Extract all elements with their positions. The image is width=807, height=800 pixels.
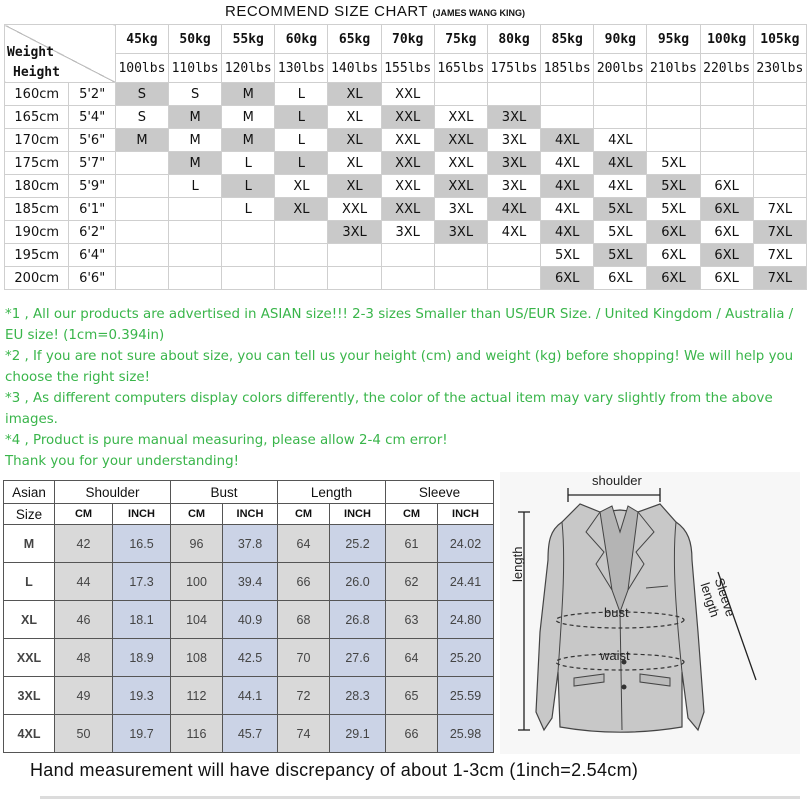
size-cell: 5XL [594,244,647,267]
size-cell: 5XL [594,198,647,221]
size-cell: XXL [381,175,434,198]
height-ft-cell: 5'7" [69,152,115,175]
size-cell: L [275,129,328,152]
sleeve-length-label: Sleeve length [697,576,739,619]
measure-inch-cell: 19.3 [113,677,171,715]
size-cell: 4XL [541,198,594,221]
size-row [5,83,807,106]
measure-inch-cell: 25.98 [438,715,494,753]
measure-inch-cell: 25.2 [330,525,386,563]
note-1: *1 , All our products are advertised in ASIAN size!!! 2-3 sizes Smaller than US/EUR Size. / United Kingdom / Australia / EU size! (1cm=0.394in) [5,307,794,343]
size-cell: 5XL [594,221,647,244]
size-cell: XL [328,106,381,129]
measure-row [4,525,494,563]
bust-label: bust [604,605,629,620]
measure-cm-cell: 66 [278,563,330,601]
jacket-illustration [500,472,800,754]
size-cell [647,83,700,106]
inch-unit-header: INCH [223,504,278,525]
size-cell: 3XL [381,221,434,244]
weight-lbs-header: 230lbs [753,54,806,83]
height-ft-cell: 6'1" [69,198,115,221]
measure-inch-cell: 19.7 [113,715,171,753]
weight-lbs-header: 165lbs [434,54,487,83]
measure-inch-cell: 44.1 [223,677,278,715]
size-cell [115,244,168,267]
size-cell: M [222,83,275,106]
size-cell [275,244,328,267]
measure-inch-cell: 18.1 [113,601,171,639]
size-cell: XL [328,152,381,175]
measure-cm-cell: 100 [171,563,223,601]
size-row [5,198,807,221]
weight-kg-header: 80kg [487,25,540,54]
measure-inch-cell: 42.5 [223,639,278,677]
note-4: *4 , Product is pure manual measuring, please allow 2-4 cm error! [5,433,448,448]
size-row [5,221,807,244]
size-cell [115,221,168,244]
weight-kg-header: 55kg [222,25,275,54]
measure-cm-cell: 61 [386,525,438,563]
height-cm-cell: 160cm [5,83,69,106]
weight-kg-header: 85kg [541,25,594,54]
size-cell [700,152,753,175]
size-cell: XL [275,175,328,198]
measure-cm-cell: 46 [55,601,113,639]
brand-label: (JAMES WANG KING) [432,8,525,18]
size-cell [753,175,806,198]
weight-kg-header: 65kg [328,25,381,54]
weight-lbs-header: 200lbs [594,54,647,83]
measure-cm-cell: 48 [55,639,113,677]
size-cell: L [222,175,275,198]
table-corner-header [5,25,116,83]
size-cell: S [115,83,168,106]
size-cell: 4XL [541,221,594,244]
size-cell: 3XL [487,106,540,129]
size-cell: 6XL [700,175,753,198]
measure-cm-cell: 65 [386,677,438,715]
height-cm-cell: 195cm [5,244,69,267]
measure-cm-cell: 44 [55,563,113,601]
size-cell: L [275,152,328,175]
weight-kg-header: 95kg [647,25,700,54]
size-cell: 5XL [647,175,700,198]
measure-cm-cell: 50 [55,715,113,753]
measure-cm-cell: 96 [171,525,223,563]
measure-cm-cell: 64 [386,639,438,677]
weight-lbs-header: 185lbs [541,54,594,83]
size-cell: 3XL [487,175,540,198]
size-cell: 3XL [434,221,487,244]
height-cm-cell: 180cm [5,175,69,198]
height-ft-cell: 5'9" [69,175,115,198]
size-cell: 5XL [541,244,594,267]
measure-inch-cell: 29.1 [330,715,386,753]
size-cell: 6XL [700,221,753,244]
size-cell: 4XL [541,152,594,175]
measure-inch-cell: 26.8 [330,601,386,639]
cm-unit-header: CM [55,504,113,525]
size-cell [328,244,381,267]
height-cm-cell: 175cm [5,152,69,175]
size-cell [753,83,806,106]
jacket-measurement-diagram [500,472,800,754]
asian-size-cell: 4XL [4,715,55,753]
weight-lbs-header: 140lbs [328,54,381,83]
weight-lbs-header: 100lbs [115,54,168,83]
measure-inch-cell: 37.8 [223,525,278,563]
size-cell [275,221,328,244]
cm-unit-header: CM [278,504,330,525]
size-cell: M [169,129,222,152]
size-cell [647,129,700,152]
size-cell: M [169,152,222,175]
recommend-size-table [4,24,807,290]
inch-unit-header: INCH [438,504,494,525]
inch-unit-header: INCH [330,504,386,525]
size-cell [434,83,487,106]
waist-label: waist [600,648,630,663]
asian-size-cell: XL [4,601,55,639]
size-cell: S [115,106,168,129]
size-cell: 5XL [647,152,700,175]
measure-inch-cell: 24.80 [438,601,494,639]
weight-lbs-header: 110lbs [169,54,222,83]
size-cell [222,267,275,290]
weight-kg-header: 105kg [753,25,806,54]
size-cell [381,267,434,290]
size-cell: 6XL [541,267,594,290]
cm-unit-header: CM [171,504,223,525]
height-ft-cell: 5'2" [69,83,115,106]
measure-cm-cell: 64 [278,525,330,563]
measure-group-header: Length [278,481,386,504]
size-cell [169,267,222,290]
size-cell: L [222,152,275,175]
measure-row [4,601,494,639]
size-cell: L [169,175,222,198]
height-cm-cell: 170cm [5,129,69,152]
weight-lbs-header: 120lbs [222,54,275,83]
measure-row [4,639,494,677]
height-ft-cell: 5'4" [69,106,115,129]
size-cell: XL [328,129,381,152]
size-cell [115,175,168,198]
size-cell: 6XL [700,198,753,221]
measure-inch-cell: 16.5 [113,525,171,563]
measure-cm-cell: 72 [278,677,330,715]
size-cell [434,267,487,290]
note-2: *2 , If you are not sure about size, you can tell us your height (cm) and weight (kg) before shopping! We will help you choose the right size! [5,349,794,385]
size-cell: 4XL [487,221,540,244]
measurement-table [3,480,494,753]
weight-kg-header: 75kg [434,25,487,54]
size-cell: 4XL [487,198,540,221]
size-row [5,129,807,152]
height-cm-cell: 185cm [5,198,69,221]
weight-kg-header: 50kg [169,25,222,54]
weight-lbs-header: 175lbs [487,54,540,83]
measure-inch-cell: 45.7 [223,715,278,753]
measure-inch-cell: 17.3 [113,563,171,601]
weight-lbs-header: 220lbs [700,54,753,83]
size-cell [700,129,753,152]
size-cell: 6XL [594,267,647,290]
measure-row [4,715,494,753]
measure-inch-cell: 24.41 [438,563,494,601]
size-cell [169,198,222,221]
size-cell [753,129,806,152]
size-cell [487,83,540,106]
size-row [5,175,807,198]
corner-height-label: Height [13,65,60,80]
size-cell: 6XL [647,267,700,290]
size-cell [275,267,328,290]
size-cell [541,83,594,106]
measure-cm-cell: 104 [171,601,223,639]
measure-cm-cell: 116 [171,715,223,753]
length-label: length [510,546,525,582]
weight-kg-header: 45kg [115,25,168,54]
size-cell [115,267,168,290]
size-cell: XXL [381,83,434,106]
measure-cm-cell: 62 [386,563,438,601]
size-cell: XXL [381,198,434,221]
height-cm-cell: 165cm [5,106,69,129]
size-cell: XL [275,198,328,221]
height-cm-cell: 200cm [5,267,69,290]
measure-cm-cell: 49 [55,677,113,715]
size-cell: 3XL [328,221,381,244]
size-cell: XXL [381,129,434,152]
size-cell: L [275,83,328,106]
footer-note: Hand measurement will have discrepancy of about 1-3cm (1inch=2.54cm) [30,760,639,780]
cm-unit-header: CM [386,504,438,525]
measure-row [4,563,494,601]
size-cell: M [169,106,222,129]
measure-cm-cell: 42 [55,525,113,563]
size-cell [594,83,647,106]
note-thanks: Thank you for your understanding! [5,454,239,469]
measure-inch-cell: 24.02 [438,525,494,563]
size-cell [328,267,381,290]
measure-cm-cell: 66 [386,715,438,753]
size-cell [753,152,806,175]
size-cell [115,198,168,221]
measure-group-header: Shoulder [55,481,171,504]
size-header: Size [4,504,55,525]
notes-block [5,304,801,472]
asian-size-cell: 3XL [4,677,55,715]
size-cell: 3XL [487,129,540,152]
footer-divider [40,796,800,799]
size-cell: 6XL [700,244,753,267]
size-cell: 7XL [753,198,806,221]
size-cell [222,244,275,267]
size-cell: 3XL [487,152,540,175]
measure-inch-cell: 18.9 [113,639,171,677]
measure-inch-cell: 27.6 [330,639,386,677]
measure-group-header: Bust [171,481,278,504]
size-cell: 5XL [647,198,700,221]
size-cell [487,267,540,290]
height-ft-cell: 6'6" [69,267,115,290]
height-ft-cell: 6'2" [69,221,115,244]
weight-lbs-header: 210lbs [647,54,700,83]
size-cell [700,83,753,106]
size-cell: XXL [434,175,487,198]
measure-inch-cell: 26.0 [330,563,386,601]
size-row [5,267,807,290]
size-cell [169,221,222,244]
size-cell: 6XL [700,267,753,290]
size-chart-title [0,3,750,20]
size-cell: 4XL [594,175,647,198]
size-cell: XL [328,83,381,106]
measure-group-header: Sleeve [386,481,494,504]
size-cell: 7XL [753,267,806,290]
size-row [5,152,807,175]
size-row [5,106,807,129]
size-cell [753,106,806,129]
size-cell: L [275,106,328,129]
size-cell: XXL [328,198,381,221]
weight-kg-header: 60kg [275,25,328,54]
weight-lbs-header: 155lbs [381,54,434,83]
size-row [5,244,807,267]
measure-cm-cell: 70 [278,639,330,677]
size-cell: XXL [381,152,434,175]
size-cell: XXL [381,106,434,129]
height-ft-cell: 5'6" [69,129,115,152]
size-cell [700,106,753,129]
size-cell: XXL [434,129,487,152]
measure-cm-cell: 112 [171,677,223,715]
size-cell: M [222,106,275,129]
size-cell: M [115,129,168,152]
measure-cm-cell: 63 [386,601,438,639]
size-cell [647,106,700,129]
size-cell [381,244,434,267]
size-cell: XL [328,175,381,198]
size-cell [487,244,540,267]
size-cell: 4XL [541,175,594,198]
measure-inch-cell: 39.4 [223,563,278,601]
measure-row [4,677,494,715]
measure-inch-cell: 25.59 [438,677,494,715]
height-cm-cell: 190cm [5,221,69,244]
height-ft-cell: 6'4" [69,244,115,267]
measure-inch-cell: 40.9 [223,601,278,639]
size-cell [434,244,487,267]
size-cell: 7XL [753,221,806,244]
chart-title-text: RECOMMEND SIZE CHART [225,3,428,20]
size-cell: S [169,83,222,106]
size-cell: L [222,198,275,221]
measure-cm-cell: 68 [278,601,330,639]
size-cell [115,152,168,175]
size-cell [594,106,647,129]
note-3: *3 , As different computers display colors differently, the color of the actual item may vary slightly from the above images. [5,391,773,427]
size-cell: 7XL [753,244,806,267]
size-cell: XXL [434,106,487,129]
weight-lbs-header: 130lbs [275,54,328,83]
corner-weight-label: Weight [7,45,54,60]
size-cell [222,221,275,244]
measure-inch-cell: 25.20 [438,639,494,677]
weight-kg-header: 70kg [381,25,434,54]
size-cell: 6XL [647,244,700,267]
measure-cm-cell: 108 [171,639,223,677]
size-cell: XXL [434,152,487,175]
size-cell: M [222,129,275,152]
size-cell: 6XL [647,221,700,244]
size-cell: 4XL [594,129,647,152]
size-cell: 3XL [434,198,487,221]
size-cell [169,244,222,267]
measure-cm-cell: 74 [278,715,330,753]
asian-size-cell: L [4,563,55,601]
weight-kg-header: 90kg [594,25,647,54]
measure-inch-cell: 28.3 [330,677,386,715]
inch-unit-header: INCH [113,504,171,525]
weight-kg-header: 100kg [700,25,753,54]
size-cell: 4XL [541,129,594,152]
size-cell [541,106,594,129]
shoulder-label: shoulder [592,473,642,488]
asian-size-cell: XXL [4,639,55,677]
asian-size-cell: M [4,525,55,563]
asian-header: Asian [4,481,55,504]
size-cell: 4XL [594,152,647,175]
